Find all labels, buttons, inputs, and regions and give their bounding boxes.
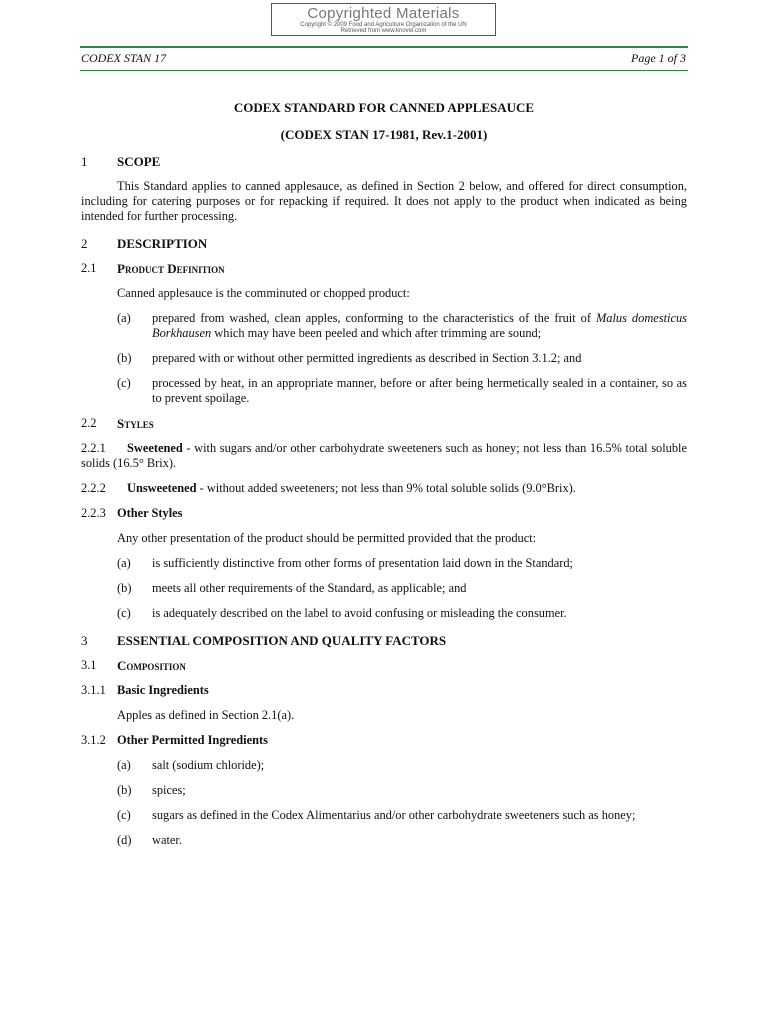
list-item <box>117 351 687 366</box>
style-sweetened <box>81 441 687 471</box>
section-1-heading <box>81 154 687 169</box>
list-item-text: water. <box>152 833 182 847</box>
document-subtitle: (CODEX STAN 17-1981, Rev.1-2001) <box>280 127 488 142</box>
list-item-text: spices; <box>152 783 186 797</box>
list-marker: (a) <box>117 556 131 570</box>
list-item-text: prepared with or without other permitted ingredients as described in Section 3.1.2; and <box>152 351 582 365</box>
section-3-heading <box>81 633 687 648</box>
subsection-number: 3.1.1 <box>81 683 106 697</box>
section-2-heading <box>81 236 687 251</box>
clause-text: - with sugars and/or other carbohydrate sweeteners such as honey; not less than 16.5% total soluble solids (16.5° Brix). <box>81 441 687 470</box>
list-marker: (a) <box>117 311 131 325</box>
list-marker: (a) <box>117 758 131 772</box>
list-marker: (c) <box>117 376 131 390</box>
clause-text: - without added sweeteners; not less than 9% total soluble solids (9.0°Brix). <box>196 481 576 495</box>
subsection-2-2-3-heading <box>81 506 687 521</box>
list-item <box>117 556 687 571</box>
clause-number: 2.2.1 <box>81 441 106 455</box>
subsection-2-2-heading <box>81 416 687 431</box>
list-marker: (b) <box>117 581 132 595</box>
header-bottom-rule <box>80 70 688 71</box>
list-item <box>117 376 687 406</box>
subsection-number: 2.2 <box>81 416 97 430</box>
subsection-label: Composition <box>117 658 186 673</box>
section-label: DESCRIPTION <box>117 236 208 251</box>
watermark-title: Copyrighted Materials <box>307 5 460 22</box>
subsection-label: Styles <box>117 416 154 431</box>
section-number: 3 <box>81 633 88 648</box>
subsection-number: 3.1 <box>81 658 97 672</box>
list-item <box>117 606 687 621</box>
header-page-number: Page 1 of 3 <box>631 51 686 65</box>
copyright-watermark <box>271 3 496 36</box>
watermark-source-line: Retrieved from www.knovel.com <box>340 28 427 34</box>
list-marker: (c) <box>117 606 131 620</box>
subsection-number: 3.1.2 <box>81 733 106 747</box>
product-definition-intro: Canned applesauce is the comminuted or chopped product: <box>117 286 410 300</box>
subsection-3-1-heading <box>81 658 687 673</box>
list-item <box>117 311 687 341</box>
section-number: 1 <box>81 154 88 169</box>
list-item <box>117 833 687 848</box>
subsection-number: 2.1 <box>81 261 97 275</box>
scope-paragraph: This Standard applies to canned applesauce, as defined in Section 2 below, and offered for direct consumption, including for catering purposes or for repacking if required. It does not apply to the product when indicated as being intended for further processing. <box>81 179 687 223</box>
subsection-3-1-1-heading <box>81 683 687 698</box>
basic-ingredients-text: Apples as defined in Section 2.1(a). <box>117 708 295 722</box>
header-document-code: CODEX STAN 17 <box>81 51 167 65</box>
header-top-rule <box>80 46 688 48</box>
section-label: SCOPE <box>117 154 161 169</box>
subsection-label: Basic Ingredients <box>117 683 209 697</box>
list-item-text: is sufficiently distinctive from other forms of presentation laid down in the Standard; <box>152 556 573 570</box>
list-item-text: is adequately described on the label to avoid confusing or misleading the consumer. <box>152 606 567 620</box>
subsection-label: Product Definition <box>117 261 225 276</box>
list-marker: (b) <box>117 783 132 797</box>
list-item-text: processed by heat, in an appropriate manner, before or after being hermetically sealed in a container, so as to prevent spoilage. <box>152 376 687 405</box>
list-marker: (d) <box>117 833 132 847</box>
clause-term: Unsweetened <box>127 481 197 495</box>
list-item <box>117 808 687 823</box>
list-item-text: meets all other requirements of the Standard, as applicable; and <box>152 581 467 595</box>
list-marker: (b) <box>117 351 132 365</box>
list-item <box>117 783 687 798</box>
botanical-name: Malus domesticus Borkhausen <box>152 311 687 340</box>
list-item-text: sugars as defined in the Codex Alimentarius and/or other carbohydrate sweeteners such as honey; <box>152 808 636 822</box>
list-item-text-part: which may have been peeled and which after trimming are sound; <box>211 326 542 340</box>
subsection-number: 2.2.3 <box>81 506 106 520</box>
clause-term: Sweetened <box>127 441 183 455</box>
other-styles-intro: Any other presentation of the product should be permitted provided that the product: <box>117 531 537 545</box>
subsection-3-1-2-heading <box>81 733 687 748</box>
section-number: 2 <box>81 236 88 251</box>
subsection-label: Other Styles <box>117 506 183 520</box>
list-item-text: salt (sodium chloride); <box>152 758 265 772</box>
document-title: CODEX STANDARD FOR CANNED APPLESAUCE <box>233 100 535 115</box>
document-body <box>81 98 687 848</box>
list-item-text <box>152 311 687 341</box>
subsection-2-1-heading <box>81 261 687 276</box>
watermark-copyright-line: Copyright © 2009 Food and Agriculture Organization of the UN <box>300 22 467 28</box>
list-marker: (c) <box>117 808 131 822</box>
clause-number: 2.2.2 <box>81 481 106 495</box>
style-unsweetened <box>81 481 687 496</box>
list-item-text-part: prepared from washed, clean apples, conforming to the characteristics of the fruit of <box>152 311 596 325</box>
list-item <box>117 581 687 596</box>
list-item <box>117 758 687 773</box>
subsection-label: Other Permitted Ingredients <box>117 733 268 747</box>
section-label: ESSENTIAL COMPOSITION AND QUALITY FACTORS <box>117 633 447 648</box>
